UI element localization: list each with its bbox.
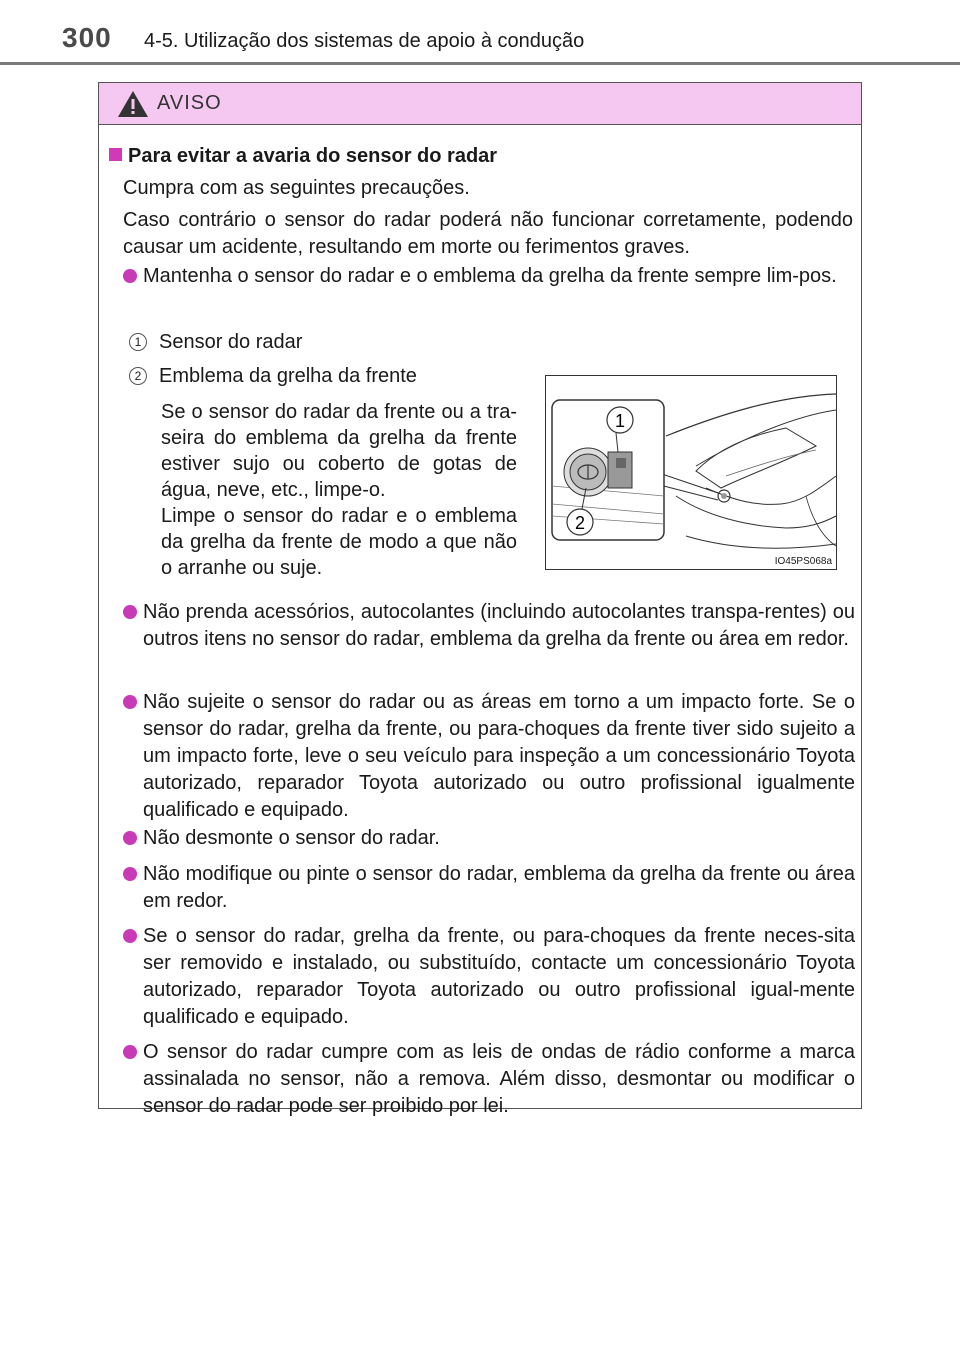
list-item-text: Se o sensor do radar, grelha da frente, ou para-choques da frente neces-sita ser removido e instalado, ou substituído, contacte um concessionário Toyota autorizado, reparador Toyota autorizado ou outro profissional igual-mente qualificado e equipado. [143, 925, 855, 1028]
list-item-text: Não sujeite o sensor do radar ou as áreas em torno a um impacto forte. Se o sensor do radar, grelha da frente, ou para-choques da frente tiver sido sujeito a um impacto forte, leve o seu veículo para inspeção a um concessionário Toyota autorizado, reparador Toyota autorizado ou outro profissional igualmente qualificado e equipado. [143, 691, 855, 821]
bullet-dot-icon [123, 867, 137, 881]
intro-paragraph-2: Caso contrário o sensor do radar poderá não funcionar corretamente, podendo causar um acidente, resultando em morte ou ferimentos graves. [123, 209, 853, 258]
legend-label: Sensor do radar [159, 331, 303, 353]
header-rule [0, 62, 960, 65]
page-number: 300 [62, 22, 112, 53]
scratch-paragraph: Limpe o sensor do radar e o emblema da grelha da frente de modo a que não o arranhe ou suje. [161, 505, 517, 579]
legend-item-2 [129, 363, 417, 389]
list-item [109, 263, 855, 290]
bullet-dot-icon [123, 929, 137, 943]
chapter-title: 4-5. Utilização dos sistemas de apoio à condução [144, 30, 585, 52]
list-item [109, 861, 855, 915]
bullet-dot-icon [123, 1045, 137, 1059]
list-item-text: Não modifique ou pinte o sensor do radar, emblema da grelha da frente ou área em redor. [143, 863, 855, 912]
section-heading-text: Para evitar a avaria do sensor do radar [128, 145, 498, 167]
list-item [109, 689, 855, 824]
bullet-dot-icon [123, 269, 137, 283]
bullet-dot-icon [123, 605, 137, 619]
square-bullet-icon [109, 148, 122, 161]
car-front-illustration [546, 376, 836, 569]
callout-number: 2 [129, 367, 147, 385]
list-item-text: O sensor do radar cumpre com as leis de ondas de rádio conforme a marca assinalada no sensor, não a remova. Além disso, desmontar ou modificar o sensor do radar pode ser proibido por lei. [143, 1041, 855, 1117]
warning-triangle-icon [117, 89, 149, 119]
bullet-dot-icon [123, 695, 137, 709]
list-item [109, 1039, 855, 1120]
warning-label: AVISO [157, 92, 222, 114]
list-item-text: Não desmonte o sensor do radar. [143, 827, 440, 849]
list-item [109, 599, 855, 653]
callout-number: 1 [129, 333, 147, 351]
list-item-text: Mantenha o sensor do radar e o emblema da grelha da frente sempre lim-pos. [143, 265, 837, 287]
cleaning-paragraph: Se o sensor do radar da frente ou a tra-seira do emblema da grelha da frente estiver sujo ou coberto de gotas de água, neve, etc., limpe-o. [161, 401, 517, 501]
list-item-text: Não prenda acessórios, autocolantes (incluindo autocolantes transpa-rentes) ou outros itens no sensor do radar, emblema da grelha da frente ou área em redor. [143, 601, 855, 650]
legend-item-1 [129, 329, 302, 355]
list-item [109, 825, 855, 852]
callout-2-label: 2 [574, 513, 586, 533]
section-heading [109, 145, 497, 168]
warning-box [98, 82, 862, 1117]
bullet-dot-icon [123, 831, 137, 845]
legend-label: Emblema da grelha da frente [159, 365, 417, 387]
list-item [109, 923, 855, 1031]
warning-header [99, 83, 861, 125]
page-header [0, 0, 960, 66]
radar-sensor-figure [545, 375, 837, 570]
intro-paragraph-1: Cumpra com as seguintes precauções. [123, 177, 470, 199]
callout-1-label: 1 [614, 411, 626, 431]
figure-code: IO45PS068a [774, 556, 832, 567]
